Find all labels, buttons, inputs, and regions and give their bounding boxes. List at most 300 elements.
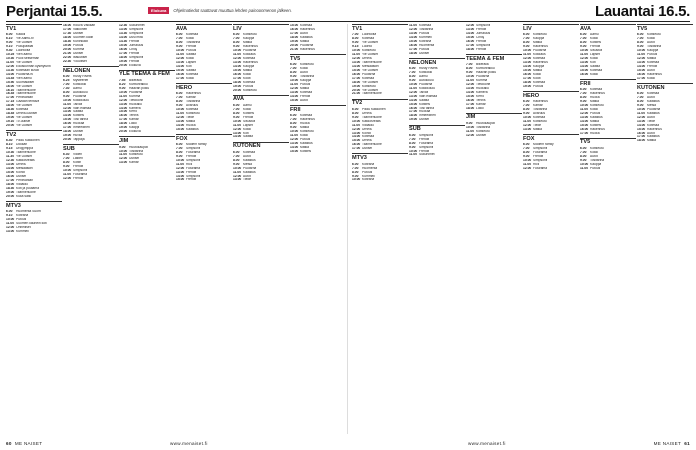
program-time: 20.00 bbox=[6, 124, 15, 128]
program-time: 9.00 bbox=[63, 94, 70, 98]
program-title: Kauppa bbox=[647, 49, 659, 52]
program-title: Yle Uutiset bbox=[362, 88, 378, 92]
program-time: 13.00 bbox=[580, 60, 589, 64]
program-title: Urheilu bbox=[16, 163, 27, 167]
program-time: 16.10 bbox=[6, 88, 15, 92]
left-page-number: 60 bbox=[6, 441, 12, 446]
program-title: Putous bbox=[16, 218, 27, 222]
program-title: Autot bbox=[300, 31, 308, 35]
program-title: Salatut bbox=[73, 110, 84, 114]
program-title: Kakkosrealis bbox=[16, 159, 35, 163]
program-time: 13.00 bbox=[119, 102, 128, 106]
program-title: Vain elämää bbox=[419, 94, 438, 98]
channel-name: TV1 bbox=[6, 24, 62, 32]
program-title: Tilannehuone bbox=[16, 190, 36, 194]
program-title: Rakennus bbox=[243, 45, 258, 49]
program-title: Huvila bbox=[73, 134, 83, 138]
left-footer-url[interactable]: www.menaiset.fi bbox=[170, 441, 208, 446]
program-time: 17.00 bbox=[63, 126, 72, 130]
program-time: 17.00 bbox=[637, 135, 646, 139]
program-title: Modern family bbox=[186, 142, 207, 146]
program-row bbox=[523, 128, 579, 132]
program-time: 7.00 bbox=[409, 137, 416, 141]
program-title: Yle Uutiset bbox=[16, 155, 32, 159]
listing-column bbox=[176, 24, 232, 434]
program-time: 6.00 bbox=[6, 33, 13, 37]
program-time: 7.00 bbox=[466, 63, 473, 67]
program-title: Urheilu bbox=[362, 56, 373, 60]
program-time: 9.40 bbox=[6, 49, 13, 52]
program-time: 19.00 bbox=[119, 126, 128, 130]
program-title: Futurama bbox=[73, 173, 88, 177]
program-time: 15.00 bbox=[352, 68, 361, 72]
program-time: 11.00 bbox=[352, 52, 361, 56]
program-title: Kauppa bbox=[243, 64, 255, 68]
listing-column bbox=[6, 24, 62, 434]
program-time: 8.00 bbox=[523, 41, 530, 45]
program-time: 17.00 bbox=[580, 131, 589, 135]
program-title: Ruoka bbox=[300, 121, 310, 125]
program-time: 9.00 bbox=[523, 45, 530, 49]
program-time: 19.00 bbox=[290, 39, 299, 43]
program-title: Salatut bbox=[186, 68, 197, 72]
program-time: 7.30 bbox=[63, 86, 70, 90]
left-footer bbox=[6, 441, 42, 446]
program-time: 11.00 bbox=[6, 221, 15, 225]
program-title: Valkoinen bbox=[73, 27, 88, 31]
program-time: 7.00 bbox=[63, 82, 70, 86]
program-title: Rakennus bbox=[300, 27, 315, 31]
program-title: Avaruus bbox=[533, 111, 546, 115]
program-time: 11.00 bbox=[290, 133, 299, 137]
program-time: 17.15 bbox=[6, 100, 15, 104]
program-time: 6.00 bbox=[580, 88, 587, 92]
program-time: 7.00 bbox=[290, 117, 297, 121]
program-title: Kumma bbox=[129, 94, 141, 98]
program-time: 8.10 bbox=[6, 143, 13, 147]
program-time: 13.00 bbox=[409, 94, 418, 98]
program-title: Kokki bbox=[533, 72, 542, 76]
program-time: 15.00 bbox=[176, 127, 185, 131]
program-time: 15.00 bbox=[290, 24, 299, 27]
program-title: Putous bbox=[590, 166, 601, 170]
program-title: Metsä bbox=[647, 103, 656, 107]
program-time: 16.45 bbox=[6, 92, 15, 96]
program-title: Kalastus bbox=[243, 170, 256, 174]
listing-column bbox=[466, 24, 522, 434]
program-title: Matka bbox=[533, 127, 542, 131]
program-time: 10.00 bbox=[176, 107, 185, 111]
program-time: 14.00 bbox=[409, 98, 418, 102]
program-title: Kokkaus bbox=[533, 52, 546, 56]
program-time: 12.00 bbox=[119, 157, 128, 161]
program-time: 10.00 bbox=[523, 158, 532, 162]
program-time: 14.00 bbox=[119, 35, 128, 39]
program-time: 6.00 bbox=[352, 107, 359, 111]
program-time: 7.00 bbox=[523, 37, 530, 41]
program-time: 12.00 bbox=[466, 24, 475, 27]
program-time: 17.00 bbox=[466, 102, 475, 106]
program-time: 10.25 bbox=[6, 52, 15, 56]
program-title: Frendit bbox=[73, 177, 84, 181]
program-title: Frendit bbox=[186, 154, 197, 158]
program-title: Kummeli bbox=[362, 174, 375, 178]
program-title: Yle Aamu-tv bbox=[16, 37, 34, 41]
program-title: Huutokaupat bbox=[129, 145, 148, 149]
program-title: Bikeralla bbox=[129, 78, 142, 82]
program-time: 16.00 bbox=[119, 47, 128, 51]
program-title: Tiede bbox=[647, 119, 656, 123]
program-time: 18.00 bbox=[233, 80, 242, 84]
program-time: 12.00 bbox=[409, 27, 418, 31]
program-title: Frendit bbox=[476, 27, 487, 31]
program-time: 6.40 bbox=[6, 139, 13, 143]
channel-name: JIM bbox=[466, 113, 522, 121]
program-time: 7.00 bbox=[580, 92, 587, 95]
program-time: 20.00 bbox=[63, 47, 72, 51]
program-time: 8.00 bbox=[637, 41, 644, 45]
program-time: 10.00 bbox=[523, 49, 532, 52]
program-time: 18.00 bbox=[409, 51, 418, 55]
program-title: Kotiliesi bbox=[73, 114, 85, 118]
program-row bbox=[6, 124, 62, 128]
program-time: 14.00 bbox=[637, 123, 646, 127]
program-title: Frendit bbox=[186, 170, 197, 174]
program-time: 15.00 bbox=[466, 94, 475, 98]
channel-name: TV2 bbox=[352, 99, 408, 107]
program-title: Kotiseutu bbox=[590, 103, 604, 107]
program-title: Ruokaa bbox=[73, 122, 85, 126]
program-title: Matka bbox=[243, 41, 252, 45]
program-time: 8.00 bbox=[523, 107, 530, 111]
right-footer-url[interactable]: www.menaiset.fi bbox=[468, 441, 506, 446]
program-title: Puutarha bbox=[362, 72, 376, 76]
program-time: 18.45 bbox=[6, 112, 15, 116]
program-time: 15.00 bbox=[119, 43, 128, 47]
program-title: Futurama bbox=[186, 150, 201, 154]
channel-block bbox=[63, 24, 119, 64]
program-title: Yöuutiset bbox=[73, 59, 87, 63]
right-footer bbox=[654, 441, 690, 446]
program-title: Rick bbox=[533, 162, 540, 166]
program-time: 9.15 bbox=[352, 45, 359, 49]
program-time: 18.00 bbox=[409, 114, 418, 118]
program-title: Huomenta Suomi bbox=[16, 210, 42, 214]
program-title: Tennis bbox=[476, 98, 486, 102]
channel-block bbox=[409, 125, 465, 158]
program-title: Autot bbox=[647, 115, 655, 119]
program-time: 16.00 bbox=[409, 106, 418, 110]
program-title: Salatut bbox=[590, 64, 601, 68]
program-title: Kotiliesi bbox=[419, 102, 431, 106]
program-title: Autot bbox=[647, 41, 655, 45]
program-title: Uutiset bbox=[73, 130, 84, 134]
program-title: Kotimaa bbox=[362, 37, 375, 41]
program-title: Metsä bbox=[243, 162, 252, 166]
program-time: 10.00 bbox=[352, 178, 361, 182]
program-time: 10.00 bbox=[466, 125, 475, 129]
program-time: 8.00 bbox=[466, 67, 473, 70]
program-title: Yle Uutiset bbox=[16, 60, 32, 64]
program-title: Rick bbox=[186, 162, 193, 166]
channel-name: FRII bbox=[580, 79, 636, 87]
program-time: 18.00 bbox=[119, 122, 128, 126]
program-title: Kamera bbox=[476, 90, 488, 94]
program-time: 9.00 bbox=[523, 154, 530, 158]
program-time: 12.00 bbox=[637, 115, 646, 119]
program-time: 19.00 bbox=[523, 84, 532, 88]
channel-block bbox=[466, 24, 522, 52]
program-time: 8.00 bbox=[290, 70, 297, 74]
program-time: 13.00 bbox=[63, 110, 72, 114]
program-title: Urheilu bbox=[362, 111, 373, 115]
program-time: 11.00 bbox=[637, 111, 646, 115]
program-time: 7.00 bbox=[637, 95, 644, 99]
program-time: 20.00 bbox=[6, 194, 15, 198]
program-title: Rakennus bbox=[590, 92, 605, 95]
program-time: 14.00 bbox=[6, 72, 15, 76]
program-title: Futurama bbox=[533, 166, 548, 170]
channel-block bbox=[637, 83, 693, 144]
program-title: Simpsonit bbox=[186, 158, 201, 162]
program-title: Kotimaa bbox=[243, 150, 256, 154]
program-title: Autokoulu bbox=[419, 78, 434, 82]
program-title: Kalastus bbox=[647, 135, 660, 139]
page-gutter bbox=[347, 24, 348, 434]
program-time: 13.30 bbox=[119, 31, 128, 35]
program-title: Kotikokki bbox=[419, 70, 433, 74]
program-time: 11.00 bbox=[119, 94, 128, 98]
program-time: 15.00 bbox=[176, 178, 185, 182]
program-time: 6.25 bbox=[63, 78, 70, 82]
program-title: Kerro bbox=[476, 94, 485, 98]
program-title: Matka bbox=[186, 119, 195, 123]
program-title: Tositarina bbox=[590, 158, 605, 162]
program-row bbox=[523, 167, 579, 171]
program-time: 7.00 bbox=[233, 154, 240, 158]
banner-tag: Elokuva bbox=[148, 7, 169, 14]
program-time: 15.00 bbox=[290, 98, 299, 102]
program-time: 8.00 bbox=[637, 99, 644, 103]
channel-name: MTV3 bbox=[6, 201, 62, 209]
program-title: Kuninkaat bbox=[73, 39, 88, 43]
listing-column bbox=[63, 24, 119, 434]
program-time: 8.00 bbox=[580, 95, 587, 99]
program-time: 12.00 bbox=[466, 82, 475, 86]
channel-block bbox=[6, 24, 62, 128]
program-time: 9.00 bbox=[176, 154, 183, 158]
program-title: Matka bbox=[647, 56, 656, 60]
program-time: 15.00 bbox=[290, 149, 299, 153]
program-title: Tilannehuone bbox=[362, 92, 382, 96]
program-title: Frendit bbox=[419, 137, 430, 141]
program-title: Putous bbox=[73, 43, 84, 47]
program-title: Tiede bbox=[533, 123, 542, 127]
program-title: Uutiset bbox=[16, 175, 27, 179]
program-title: Kotimaa bbox=[362, 76, 375, 80]
program-time: 8.00 bbox=[63, 161, 70, 165]
program-title: Kuka saisi bbox=[16, 194, 32, 198]
program-time: 7.55 bbox=[119, 78, 126, 82]
program-row bbox=[466, 48, 522, 52]
program-time: 7.00 bbox=[523, 103, 530, 107]
program-title: Frendit bbox=[186, 45, 197, 49]
program-time: 15.00 bbox=[409, 39, 418, 43]
program-title: Kauppa bbox=[533, 64, 545, 68]
program-title: Rakennus bbox=[300, 117, 315, 121]
program-time: 13.00 bbox=[176, 60, 185, 64]
program-time: 6.00 bbox=[290, 63, 297, 67]
channel-name: SUB bbox=[409, 125, 465, 133]
program-time: 17.00 bbox=[352, 76, 361, 80]
program-time: 17.00 bbox=[523, 76, 532, 80]
program-title: Kotiseutu bbox=[590, 146, 604, 150]
program-time: 13.30 bbox=[6, 68, 15, 72]
program-time: 9.00 bbox=[352, 115, 359, 119]
program-row bbox=[233, 89, 289, 93]
program-time: 18.30 bbox=[63, 39, 72, 43]
program-time: 6.00 bbox=[233, 33, 240, 37]
program-title: Frendit bbox=[476, 47, 487, 51]
program-time: 9.00 bbox=[466, 121, 473, 125]
program-time: 12.00 bbox=[233, 174, 242, 178]
program-title: Kokki bbox=[590, 150, 599, 154]
program-row bbox=[176, 77, 232, 81]
program-title: Kokki bbox=[590, 72, 599, 76]
program-time: 15.00 bbox=[409, 102, 418, 106]
program-title: Tosi tarina bbox=[73, 118, 89, 122]
program-title: Kamari bbox=[476, 102, 487, 106]
program-time: 15.00 bbox=[119, 110, 128, 114]
program-title: Autot bbox=[300, 98, 308, 102]
program-title: Putous bbox=[362, 170, 373, 174]
program-time: 18.00 bbox=[523, 80, 532, 84]
program-time: 13.00 bbox=[176, 119, 185, 123]
program-time: 14.00 bbox=[290, 145, 299, 149]
program-title: Putous bbox=[533, 84, 544, 88]
program-time: 16.00 bbox=[466, 98, 475, 102]
program-time: 13.00 bbox=[6, 163, 15, 167]
program-time: 12.00 bbox=[352, 56, 361, 60]
banner-text: Ohjelmatiedot saattavat muuttua lehden painoonmenon jälkeen. bbox=[173, 8, 292, 13]
program-title: Frendit bbox=[243, 115, 254, 119]
program-time: 10.00 bbox=[233, 49, 242, 52]
program-title: Tilannehuone bbox=[16, 92, 36, 96]
program-title: Jumaluus bbox=[129, 43, 144, 47]
program-time: 18.00 bbox=[119, 55, 128, 59]
program-time: 10.00 bbox=[290, 78, 299, 82]
program-title: Simpsonit bbox=[129, 27, 144, 31]
program-time: 6.10 bbox=[6, 37, 13, 41]
program-title: Simpsonit bbox=[129, 55, 144, 59]
program-title: Puutarha bbox=[476, 74, 490, 78]
program-time: 14.00 bbox=[63, 114, 72, 118]
channel-block bbox=[233, 142, 289, 183]
program-title: Tositarina bbox=[186, 41, 201, 45]
channel-block bbox=[290, 24, 346, 52]
program-title: Autot bbox=[647, 95, 655, 99]
program-title: Putous bbox=[419, 47, 430, 51]
program-title: Haavan polku bbox=[129, 86, 150, 90]
program-time: 7.00 bbox=[523, 146, 530, 150]
channel-name: MTV3 bbox=[352, 153, 408, 161]
program-time: 12.00 bbox=[290, 137, 299, 141]
program-time: 17.00 bbox=[119, 118, 128, 122]
channel-block bbox=[176, 134, 232, 183]
program-time: 14.00 bbox=[580, 119, 589, 123]
channel-name: JIM bbox=[119, 136, 175, 144]
program-title: Kotiliesi bbox=[243, 111, 255, 115]
program-time: 7.00 bbox=[352, 33, 359, 37]
program-title: Kokki bbox=[647, 76, 656, 80]
program-row bbox=[63, 177, 119, 181]
program-time: 15.00 bbox=[637, 68, 646, 72]
program-title: Uutiset bbox=[476, 133, 487, 137]
program-title: Rakennus bbox=[533, 45, 548, 49]
channel-name: KUTONEN bbox=[233, 142, 289, 150]
program-title: Kotiraha bbox=[362, 162, 375, 166]
program-time: 11.00 bbox=[523, 52, 532, 56]
program-time: 10.00 bbox=[119, 90, 128, 94]
program-title: Kumma bbox=[73, 47, 85, 51]
program-time: 11.00 bbox=[466, 78, 475, 82]
program-title: Kauppa bbox=[533, 37, 545, 41]
program-time: 6.00 bbox=[63, 74, 70, 78]
program-time: 12.00 bbox=[6, 64, 15, 68]
program-time: 16.00 bbox=[119, 114, 128, 118]
program-time: 11.00 bbox=[409, 86, 418, 90]
program-time: 21.00 bbox=[63, 51, 72, 55]
program-time: 12.00 bbox=[580, 111, 589, 115]
program-time: 15.00 bbox=[466, 35, 475, 39]
program-row bbox=[63, 138, 119, 142]
right-brand: ME NAISET bbox=[653, 441, 682, 446]
program-title: Yle Uutiset bbox=[16, 124, 32, 128]
channel-block bbox=[580, 79, 636, 136]
channel-name: TV5 bbox=[290, 54, 346, 62]
program-row bbox=[580, 167, 636, 171]
program-title: Kaaoli bbox=[16, 33, 26, 37]
program-time: 17.00 bbox=[637, 76, 646, 80]
program-title: Yle Uutiset bbox=[362, 80, 378, 84]
program-row bbox=[580, 73, 636, 77]
program-row bbox=[352, 147, 408, 151]
program-time: 18.00 bbox=[63, 35, 72, 39]
program-time: 19.00 bbox=[63, 43, 72, 47]
program-title: Jumaluus bbox=[476, 31, 491, 35]
program-time: 6.00 bbox=[637, 33, 644, 37]
program-title: Kotiseutu bbox=[647, 33, 661, 37]
program-title: Viidakko bbox=[16, 182, 29, 186]
program-time: 16.00 bbox=[233, 72, 242, 76]
listing-column bbox=[409, 24, 465, 434]
program-title: Kotimaa bbox=[419, 24, 432, 27]
program-title: Rakennus bbox=[243, 60, 258, 64]
program-title: Uutiset bbox=[419, 51, 430, 55]
program-time: 20.00 bbox=[119, 130, 128, 134]
program-row bbox=[176, 178, 232, 182]
program-time: 6.00 bbox=[176, 142, 183, 146]
program-time: 9.00 bbox=[580, 45, 587, 49]
program-title: Elokuva bbox=[129, 63, 141, 67]
program-title: Kotimaa bbox=[590, 88, 603, 92]
program-time: 14.00 bbox=[523, 64, 532, 68]
program-title: Kurtturirakku bbox=[476, 67, 495, 70]
program-time: 9.15 bbox=[6, 147, 13, 151]
program-time: 6.00 bbox=[523, 142, 530, 146]
program-title: Puutarha bbox=[243, 166, 257, 170]
program-title: Pehlivanian bbox=[16, 96, 34, 100]
